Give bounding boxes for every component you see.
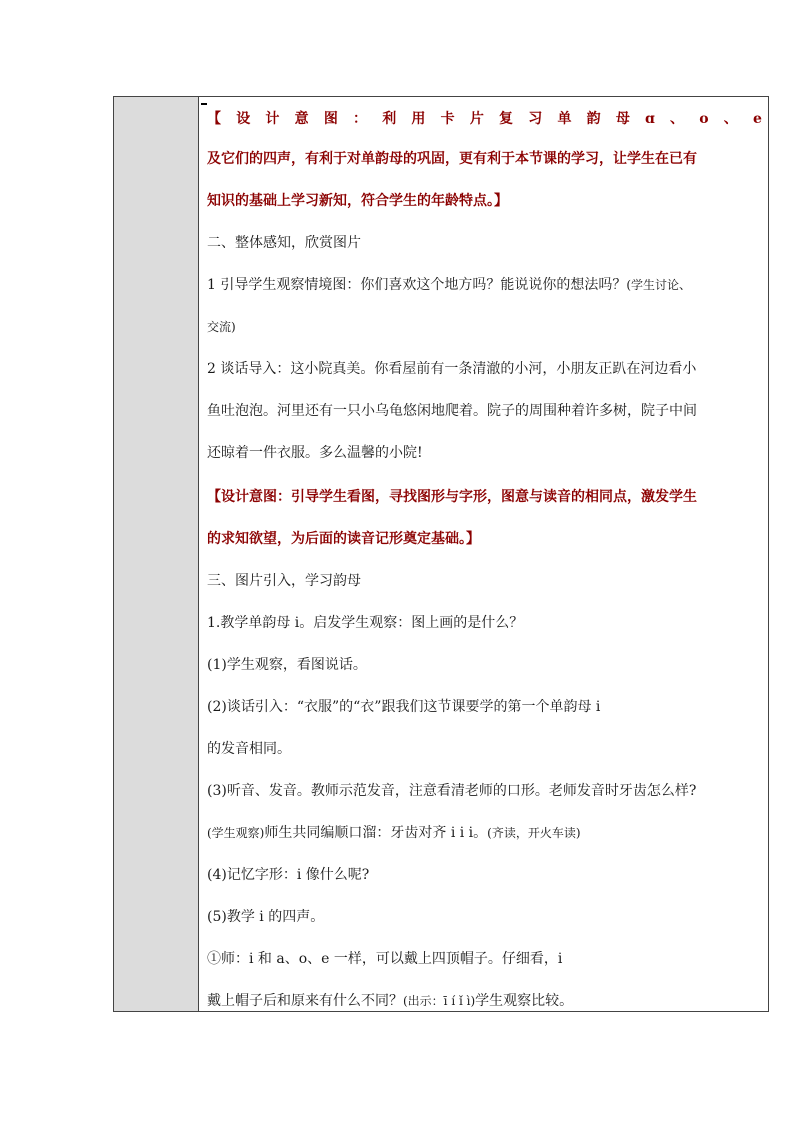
design-intent-1-char: o	[699, 111, 709, 127]
design-intent-2-line-2: 的求知欲望，为后面的读音记形奠定基础。】	[207, 531, 480, 547]
lesson-line-5: (3)听音、发音。教师示范发音，注意看清老师的口形。老师发音时牙齿怎么样?	[207, 783, 697, 799]
lesson-line-8: (5)教学 i 的四声。	[207, 909, 325, 925]
design-intent-1-char: ɑ	[645, 111, 655, 127]
section-2-title: 二、整体感知，欣赏图片	[207, 235, 361, 251]
lesson-line-10-tail: 学生观察比较。	[475, 993, 574, 1009]
item-2-line-2: 鱼吐泡泡。河里还有一只小乌龟悠闲地爬着。院子的周围种着许多树，院子中间	[207, 403, 697, 419]
item-2-line-1: 2 谈话导入：这小院真美。你看屋前有一条清澈的小河，小朋友正趴在河边看小	[207, 361, 697, 377]
lesson-line-2: (1)学生观察，看图说话。	[207, 657, 367, 673]
lesson-line-6-note: (学生观察)	[207, 826, 265, 840]
design-intent-1-char: 意	[294, 111, 309, 127]
design-intent-1-char: 图	[323, 111, 338, 127]
content-cell	[199, 97, 768, 1011]
design-intent-1-char: 韵	[586, 111, 601, 127]
lesson-line-6-text: 师生共同编顺口溜：牙齿对齐 i i i。	[264, 825, 488, 841]
design-intent-1-char: 设	[236, 111, 251, 127]
design-intent-1-char: 用	[411, 111, 426, 127]
item-1-line-2: 交流)	[207, 320, 236, 334]
design-intent-1-char: 复	[499, 111, 514, 127]
section-3-title: 三、图片引入，学习韵母	[207, 573, 361, 589]
design-intent-1-char: 计	[265, 111, 280, 127]
item-1-line-1	[207, 275, 762, 295]
design-intent-1-char: e	[753, 111, 762, 127]
design-intent-1-char: 、	[670, 111, 685, 127]
left-column-cell	[114, 97, 199, 1011]
lesson-line-10-note: (出示：ī í ǐ ì)	[403, 994, 476, 1008]
design-intent-1-char: 利	[382, 111, 397, 127]
design-intent-1-char: ：	[353, 111, 368, 127]
lesson-line-10	[207, 991, 762, 1011]
design-intent-1-char: 片	[469, 111, 484, 127]
design-intent-1-char: 卡	[440, 111, 455, 127]
lesson-line-3: (2)谈话引入：“衣服”的“衣”跟我们这节课要学的第一个单韵母 i	[207, 699, 601, 715]
design-intent-1-char: 、	[723, 111, 738, 127]
design-intent-1-char: 习	[528, 111, 543, 127]
cell-mark	[201, 103, 207, 105]
item-1-note: (学生讨论、	[626, 278, 692, 292]
lesson-line-10-text: 戴上帽子后和原来有什么不同？	[207, 993, 403, 1009]
lesson-line-6	[207, 823, 762, 843]
design-intent-1-line-2: 及它们的四声，有利于对单韵母的巩固，更有利于本节课的学习，让学生在已有	[207, 151, 697, 167]
design-intent-2-line-1: 【设计意图：引导学生看图，寻找图形与字形，图意与读音的相同点，激发学生	[207, 489, 697, 505]
lesson-line-7: (4)记忆字形：i 像什么呢?	[207, 867, 370, 883]
lesson-line-6-tail: (齐读，开火车读)	[487, 826, 581, 840]
lesson-line-1: 1.教学单韵母 i。启发学生观察：图上画的是什么？	[207, 615, 524, 631]
lesson-line-9: ①师：i 和 a、o、e 一样，可以戴上四顶帽子。仔细看，i	[207, 951, 563, 967]
design-intent-1-char: 母	[615, 111, 630, 127]
design-intent-1-line-1	[207, 109, 762, 129]
lesson-line-4: 的发音相同。	[207, 741, 291, 757]
item-1-text: 1 引导学生观察情境图：你们喜欢这个地方吗？能说说你的想法吗？	[207, 277, 627, 293]
design-intent-1-line-3: 知识的基础上学习新知，符合学生的年龄特点。】	[207, 193, 508, 209]
design-intent-1-char: 【	[207, 111, 221, 127]
design-intent-1-char: 单	[557, 111, 572, 127]
lesson-table	[113, 96, 769, 1012]
item-2-line-3: 还晾着一件衣服。多么温馨的小院!	[207, 445, 423, 461]
